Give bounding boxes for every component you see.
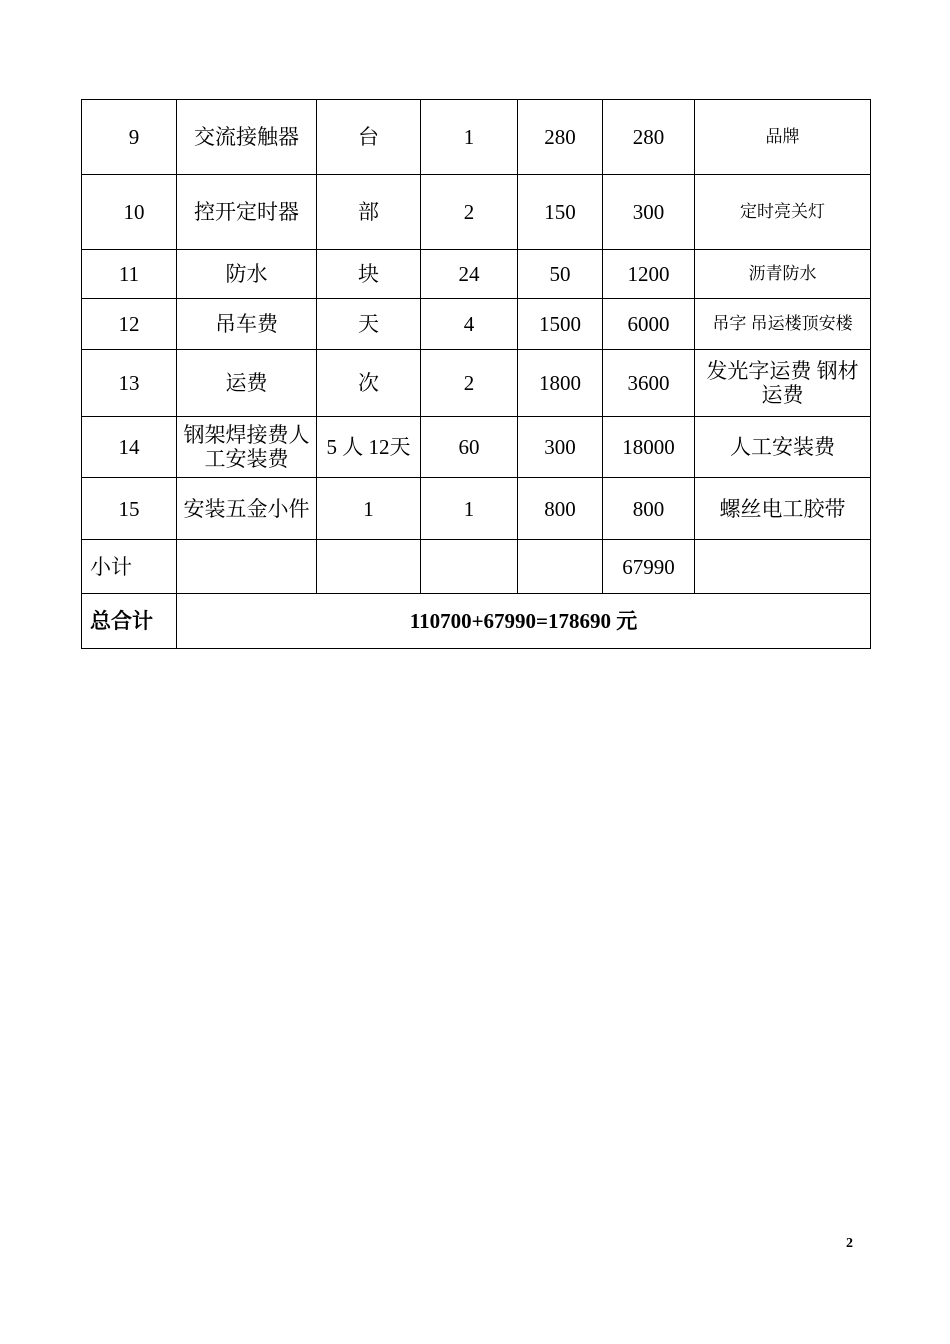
table-row	[82, 175, 871, 250]
item-note: 定时亮关灯	[695, 175, 871, 250]
table-row	[82, 350, 871, 417]
row-number: 14	[82, 417, 177, 478]
item-unit: 块	[317, 250, 421, 299]
item-unit: 部	[317, 175, 421, 250]
item-name: 运费	[177, 350, 317, 417]
item-amount: 280	[603, 100, 695, 175]
subtotal-label: 小计	[82, 540, 177, 594]
page-number: 2	[846, 1236, 853, 1251]
item-unit-price: 1800	[518, 350, 603, 417]
item-amount: 300	[603, 175, 695, 250]
subtotal-row	[82, 540, 871, 594]
item-note: 发光字运费 钢材运费	[695, 350, 871, 417]
row-number: 10	[82, 175, 177, 250]
item-name: 交流接触器	[177, 100, 317, 175]
empty-cell	[518, 540, 603, 594]
row-number: 11	[82, 250, 177, 299]
row-number: 9	[82, 100, 177, 175]
total-row	[82, 594, 871, 649]
item-unit-price: 280	[518, 100, 603, 175]
item-note: 沥青防水	[695, 250, 871, 299]
item-unit: 天	[317, 299, 421, 350]
empty-cell	[177, 540, 317, 594]
item-quantity: 1	[421, 478, 518, 540]
empty-cell	[317, 540, 421, 594]
item-amount: 3600	[603, 350, 695, 417]
item-quantity: 2	[421, 175, 518, 250]
item-note: 螺丝电工胶带	[695, 478, 871, 540]
empty-cell	[421, 540, 518, 594]
item-unit-price: 150	[518, 175, 603, 250]
row-number: 15	[82, 478, 177, 540]
item-note: 吊字 吊运楼顶安楼	[695, 299, 871, 350]
item-amount: 18000	[603, 417, 695, 478]
table-row	[82, 100, 871, 175]
item-amount: 6000	[603, 299, 695, 350]
item-quantity: 2	[421, 350, 518, 417]
item-unit: 5 人 12天	[317, 417, 421, 478]
table-row	[82, 417, 871, 478]
table-row	[82, 250, 871, 299]
item-unit: 次	[317, 350, 421, 417]
item-unit-price: 300	[518, 417, 603, 478]
table-row	[82, 299, 871, 350]
item-unit: 台	[317, 100, 421, 175]
item-unit: 1	[317, 478, 421, 540]
total-value: 110700+67990=178690 元	[177, 594, 871, 649]
item-quantity: 1	[421, 100, 518, 175]
item-name: 防水	[177, 250, 317, 299]
item-note: 人工安装费	[695, 417, 871, 478]
subtotal-amount: 67990	[603, 540, 695, 594]
item-note: 品牌	[695, 100, 871, 175]
item-quantity: 60	[421, 417, 518, 478]
total-label: 总合计	[82, 594, 177, 649]
empty-cell	[695, 540, 871, 594]
table-row	[82, 478, 871, 540]
item-amount: 800	[603, 478, 695, 540]
item-unit-price: 50	[518, 250, 603, 299]
quotation-table	[81, 99, 871, 649]
row-number: 13	[82, 350, 177, 417]
item-amount: 1200	[603, 250, 695, 299]
item-name: 安装五金小件	[177, 478, 317, 540]
item-name: 控开定时器	[177, 175, 317, 250]
item-unit-price: 800	[518, 478, 603, 540]
item-unit-price: 1500	[518, 299, 603, 350]
row-number: 12	[82, 299, 177, 350]
item-quantity: 4	[421, 299, 518, 350]
item-name: 吊车费	[177, 299, 317, 350]
item-name: 钢架焊接费人工安装费	[177, 417, 317, 478]
item-quantity: 24	[421, 250, 518, 299]
